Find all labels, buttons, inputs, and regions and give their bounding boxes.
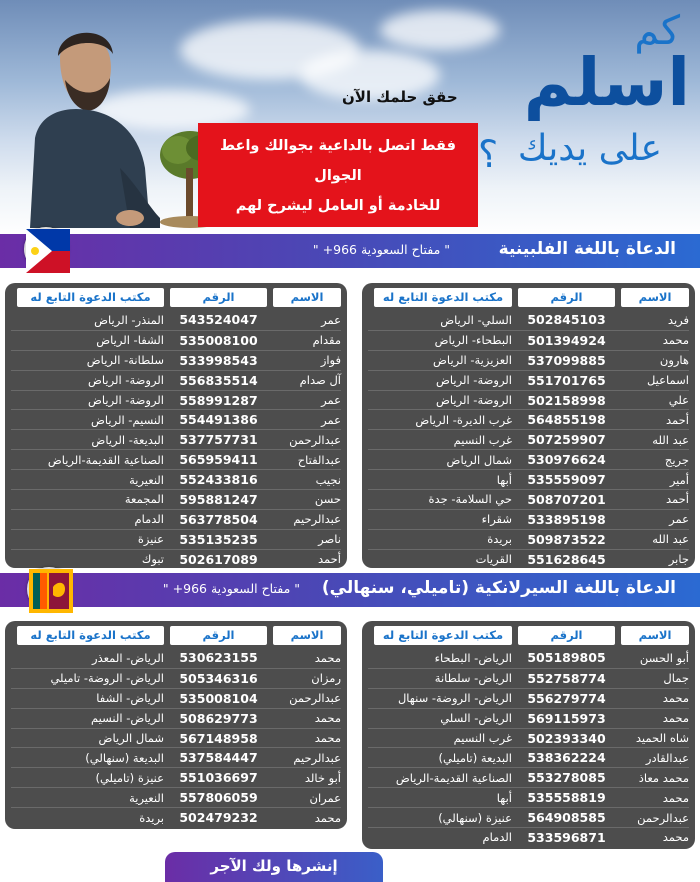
phone-number: 551628645 — [527, 551, 606, 567]
phone-number: 537757731 — [179, 432, 258, 448]
table-row — [368, 429, 689, 449]
phone-number: 502845103 — [527, 312, 606, 328]
contact-name: محمد — [314, 731, 341, 745]
phone-number: 565959411 — [179, 452, 258, 468]
office-location: الشفا- الرياض — [96, 333, 164, 348]
contact-name: عمر — [321, 312, 341, 327]
country-code-note: " مفتاح السعودية 966+ " — [162, 581, 300, 596]
office-location: شمال الرياض — [98, 731, 164, 745]
table-row — [11, 469, 341, 489]
table-row — [368, 787, 689, 807]
phone-number: 543524047 — [179, 312, 258, 328]
table-row — [11, 767, 341, 787]
contact-name: عمر — [321, 412, 341, 427]
phone-number: 551036697 — [179, 770, 258, 786]
office-location: بريدة — [139, 810, 164, 825]
headline-ala-yadayk: على يديك — [517, 128, 662, 169]
contact-name: جريج — [664, 452, 689, 467]
phone-number: 505346316 — [179, 670, 258, 686]
table-row — [11, 429, 341, 449]
office-location: القريات — [475, 552, 512, 567]
office-location: عنيزة (تاميلي) — [95, 770, 164, 785]
contact-name: حسن — [314, 492, 341, 507]
contact-name: رمزان — [311, 671, 341, 686]
phone-number: 502479232 — [179, 810, 258, 826]
contact-name: محمد — [314, 810, 341, 825]
office-location: حي السلامة- جدة — [428, 492, 512, 507]
country-code-note: " مفتاح السعودية 966+ " — [312, 242, 450, 257]
table-row — [11, 310, 341, 330]
table-row — [11, 668, 341, 688]
table-row — [11, 350, 341, 370]
phone-number: 556279774 — [527, 690, 606, 706]
contact-name: أحمد — [318, 552, 341, 567]
table-row — [11, 708, 341, 728]
office-location: الدمام — [482, 830, 512, 845]
section-bar-filipino — [0, 234, 700, 268]
headline-question-mark: ؟ — [478, 132, 499, 176]
phone-number: 535135235 — [179, 531, 258, 547]
phone-number: 557806059 — [179, 790, 258, 806]
table-row — [368, 449, 689, 469]
phone-number: 595881247 — [179, 491, 258, 507]
contact-name: اسماعيل — [646, 373, 689, 388]
phone-number: 533596871 — [527, 829, 606, 845]
table-row — [368, 310, 689, 330]
contact-name: محمد — [662, 790, 689, 805]
phone-number: 533895198 — [527, 511, 606, 527]
contact-name: عمر — [669, 512, 689, 527]
contact-name: عبدالرحمن — [289, 691, 341, 706]
table-row — [11, 390, 341, 410]
contact-name: جابر — [668, 552, 689, 567]
contact-name: هارون — [659, 353, 689, 368]
office-location: تبوك — [141, 552, 164, 567]
office-location: سلطانة- الرياض — [86, 353, 164, 368]
office-location: المجمعة — [124, 492, 164, 507]
phone-number: 508707201 — [527, 491, 606, 507]
contact-name: عبدالفتاح — [297, 452, 341, 467]
contact-name: علي — [668, 393, 689, 407]
contact-name: أبو الحسن — [639, 650, 689, 665]
phone-number: 538362224 — [527, 750, 606, 766]
contact-name: أحمد — [666, 412, 689, 427]
phone-number: 535559097 — [527, 472, 606, 488]
contact-name: عمران — [309, 790, 341, 805]
contact-name: عبدالرحيم — [293, 512, 341, 527]
office-location: الرياض- النسيم — [90, 711, 164, 726]
header-name: الاسم — [621, 626, 689, 645]
table-row — [368, 370, 689, 390]
contact-name: عبدالقادر — [645, 750, 689, 765]
table-row — [368, 747, 689, 767]
section-bar-srilanka — [0, 573, 700, 607]
table-row — [11, 747, 341, 767]
office-location: شمال الرياض — [446, 452, 512, 467]
man-praying-illustration — [10, 18, 160, 228]
phone-number: 508629773 — [179, 710, 258, 726]
office-location: الصناعية القديمة-الرياض — [395, 770, 512, 785]
table-row — [368, 728, 689, 748]
table-row — [11, 509, 341, 529]
phone-number: 509873522 — [527, 531, 606, 547]
table-row — [368, 648, 689, 668]
phone-number: 502617089 — [179, 551, 258, 567]
phone-number: 537584447 — [179, 750, 258, 766]
header-number: الرقم — [518, 288, 615, 307]
office-location: الرياض- الروضة- تاميلي — [50, 671, 164, 686]
office-location: غرب النسيم — [453, 432, 512, 447]
office-location: شقراء — [481, 512, 512, 527]
office-location: البطحاء- الرياض — [434, 333, 512, 348]
slogan-text: حقق حلمك الآن — [342, 88, 458, 106]
phone-number: 535008104 — [179, 690, 258, 706]
table-row — [368, 668, 689, 688]
contact-name: أحمد — [666, 492, 689, 507]
table-row — [368, 549, 689, 569]
contact-name: عبد الله — [652, 532, 689, 547]
table-row — [368, 330, 689, 350]
contact-name: عبدالرحمن — [637, 810, 689, 825]
office-location: الرياض- الروضة- سنهال — [397, 691, 512, 706]
philippines-flag-icon — [24, 227, 68, 271]
office-location: الدمام — [134, 512, 164, 527]
header-number: الرقم — [518, 626, 615, 645]
header-office: مكتب الدعوة التابع له — [17, 626, 164, 645]
contact-name: محمد — [662, 711, 689, 726]
office-location: الرياض- السلي — [440, 711, 512, 726]
header-name: الاسم — [621, 288, 689, 307]
headline-aslam: اسلم — [523, 44, 690, 121]
phone-number: 552433816 — [179, 472, 258, 488]
table-row — [11, 330, 341, 350]
phone-number: 564908585 — [527, 810, 606, 826]
phone-number: 556835514 — [179, 372, 258, 388]
phone-number: 505189805 — [527, 650, 606, 666]
phone-number: 533998543 — [179, 352, 258, 368]
office-location: الرياض- المعذر — [92, 650, 164, 665]
contact-name: جمال — [663, 671, 689, 686]
header-office: مكتب الدعوة التابع له — [17, 288, 164, 307]
cta-line: فقط اتصل بالداعية بجوالك واعط الجوال — [220, 138, 456, 184]
table-row — [11, 489, 341, 509]
phone-number: 567148958 — [179, 730, 258, 746]
table-row — [11, 648, 341, 668]
contact-name: عبدالرحمن — [289, 432, 341, 447]
sri-lanka-flag-icon — [27, 567, 71, 611]
office-location: النسيم- الرياض — [90, 412, 164, 427]
srilanka-table-right — [362, 621, 695, 849]
section-title-filipino: الدعاة باللغة الفلبينية — [498, 239, 676, 259]
phone-number: 535008100 — [179, 332, 258, 348]
phone-number: 530976624 — [527, 452, 606, 468]
office-location: الرياض- الشفا — [96, 691, 164, 706]
contact-name: نجيب — [315, 472, 341, 487]
contact-name: عمر — [321, 393, 341, 407]
cta-line: للخادمة أو العامل ليشرح لهم — [235, 198, 441, 214]
call-to-action-box — [198, 123, 478, 227]
table-row — [368, 409, 689, 429]
phone-number: 535558819 — [527, 790, 606, 806]
office-location: الرياض- البطحاء — [434, 650, 512, 665]
phone-number: 553278085 — [527, 770, 606, 786]
table-row — [368, 767, 689, 787]
table-row — [368, 390, 689, 410]
office-location: السلي- الرياض — [440, 312, 512, 327]
table-row — [11, 807, 341, 827]
contact-name: محمد — [662, 830, 689, 845]
office-location: البديعة- الرياض — [91, 432, 164, 447]
table-header — [11, 626, 341, 645]
contact-name: ناصر — [318, 532, 341, 547]
contact-name: عبدالرحيم — [293, 750, 341, 765]
office-location: عنيزة — [137, 532, 164, 547]
phone-number: 551701765 — [527, 372, 606, 388]
office-location: الروضة- الرياض — [88, 373, 164, 388]
office-location: العزيزية- الرياض — [433, 353, 512, 368]
table-row — [368, 469, 689, 489]
office-location: الروضة- الرياض — [436, 393, 512, 407]
phone-number: 558991287 — [179, 392, 258, 408]
table-row — [368, 489, 689, 509]
contact-name: فواز — [320, 353, 341, 368]
table-row — [368, 529, 689, 549]
office-location: البديعة (تاميلي) — [438, 750, 512, 765]
contact-name: أمير — [669, 472, 689, 487]
office-location: المنذر- الرياض — [94, 312, 164, 327]
office-location: عنيزة (سنهالي) — [438, 810, 512, 825]
contact-name: محمد — [662, 691, 689, 706]
header-name: الاسم — [273, 626, 341, 645]
contact-name: أبو خالد — [304, 770, 341, 785]
table-header — [368, 288, 689, 307]
phone-number: 502393340 — [527, 730, 606, 746]
office-location: غرب الديرة- الرياض — [415, 412, 512, 427]
office-location: بريدة — [487, 532, 512, 547]
office-location: الصناعية القديمة-الرياض — [47, 452, 164, 467]
table-row — [11, 787, 341, 807]
phone-number: 502158998 — [527, 392, 606, 408]
table-header — [368, 626, 689, 645]
table-row — [11, 728, 341, 748]
table-row — [11, 370, 341, 390]
header-name: الاسم — [273, 288, 341, 307]
table-row — [368, 807, 689, 827]
office-location: النعيرية — [129, 472, 164, 487]
phone-number: 501394924 — [527, 332, 606, 348]
phone-number: 507259907 — [527, 432, 606, 448]
office-location: غرب النسيم — [453, 731, 512, 745]
contact-name: عبد الله — [652, 432, 689, 447]
table-row — [11, 409, 341, 429]
office-location: أبها — [496, 472, 512, 487]
table-header — [11, 288, 341, 307]
table-row — [368, 827, 689, 847]
header-office: مكتب الدعوة التابع له — [374, 626, 512, 645]
office-location: الروضة- الرياض — [436, 373, 512, 388]
phone-number: 563778504 — [179, 511, 258, 527]
table-row — [368, 688, 689, 708]
share-footer-label: إنشرها ولك الآجر — [165, 852, 383, 882]
phone-number: 569115973 — [527, 710, 606, 726]
table-row — [11, 549, 341, 569]
office-location: النعيرية — [129, 790, 164, 805]
contact-name: محمد — [314, 711, 341, 726]
table-row — [368, 509, 689, 529]
contact-name: فريد — [667, 312, 689, 327]
phone-number: 554491386 — [179, 412, 258, 428]
table-row — [368, 708, 689, 728]
office-location: الروضة- الرياض — [88, 393, 164, 407]
contact-name: محمد — [314, 650, 341, 665]
header-number: الرقم — [170, 626, 267, 645]
contact-name: محمد — [662, 333, 689, 348]
headline-kam: كم — [634, 8, 680, 54]
header-office: مكتب الدعوة التابع له — [374, 288, 512, 307]
table-row — [11, 688, 341, 708]
filipino-table-left — [5, 283, 347, 568]
header-number: الرقم — [170, 288, 267, 307]
contact-name: آل صدام — [299, 373, 341, 388]
contact-name: مقدام — [312, 333, 341, 348]
phone-number: 564855198 — [527, 412, 606, 428]
hero-banner — [0, 0, 700, 236]
table-row — [11, 449, 341, 469]
office-location: أبها — [496, 790, 512, 805]
phone-number: 537099885 — [527, 352, 606, 368]
phone-number: 552758774 — [527, 670, 606, 686]
contact-name: شاه الحميد — [635, 731, 689, 745]
office-location: الرياض- سلطانة — [434, 671, 512, 686]
filipino-table-right — [362, 283, 695, 568]
office-location: البديعة (سنهالي) — [85, 750, 164, 765]
contact-name: محمد معاذ — [638, 770, 689, 785]
srilanka-table-left — [5, 621, 347, 829]
phone-number: 530623155 — [179, 650, 258, 666]
table-row — [11, 529, 341, 549]
section-title-srilanka: الدعاة باللغة السيرلانكية (تاميلي، سنهالي) — [321, 578, 676, 598]
table-row — [368, 350, 689, 370]
